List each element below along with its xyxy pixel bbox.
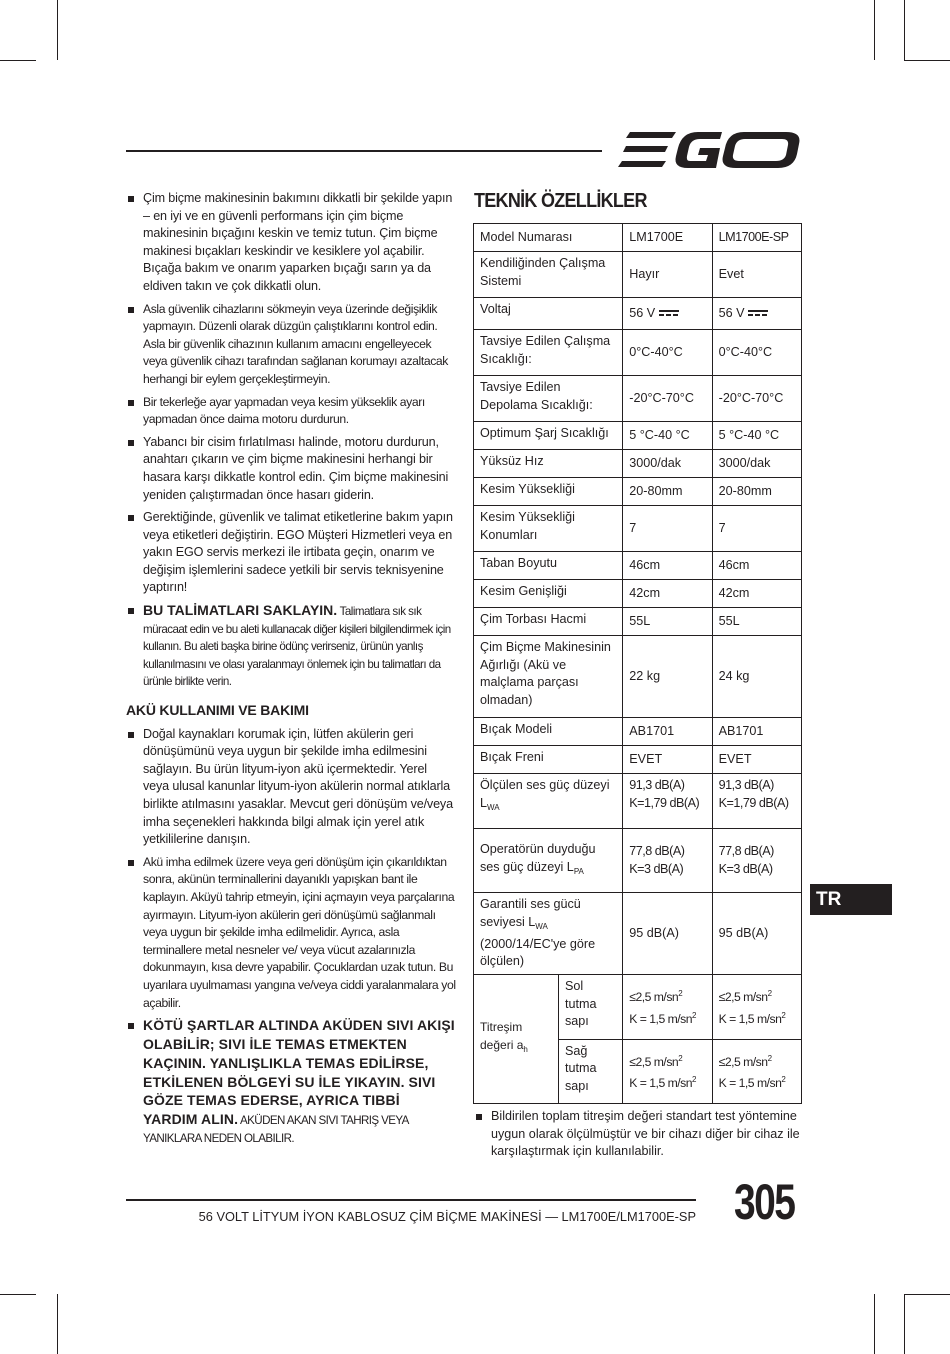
header-rule bbox=[126, 150, 602, 152]
language-tab: TR bbox=[810, 884, 892, 915]
crop-mark bbox=[904, 0, 905, 60]
footer-text: 56 VOLT LİTYUM İYON KABLOSUZ ÇİM BİÇME MAKİNESİ — LM1700E/LM1700E-SP bbox=[198, 1209, 696, 1224]
crop-mark bbox=[904, 1294, 905, 1354]
table-row: Kesim Genişliği 42cm 42cm bbox=[474, 580, 802, 608]
table-row: Operatörün duyduğu ses güç düzeyi $L_{PA}$ 77,8 dB(A) K=3 dB(A) 77,8 dB(A) K=3 dB(A) bbox=[474, 829, 802, 893]
table-row: Kendiliğinden Çalışma Sistemi Hayır Evet bbox=[474, 252, 802, 298]
left-column bbox=[126, 190, 456, 1153]
bullet-square-icon bbox=[476, 1114, 482, 1120]
crop-mark bbox=[57, 0, 58, 60]
table-row: Tavsiye Edilen Depolama Sıcaklığı: -20°C-70°C -20°C-70°C bbox=[474, 376, 802, 422]
bullet-square-icon bbox=[128, 196, 134, 202]
list-item: Bir tekerleğe ayar yapmadan veya kesim yükseklik ayarı yapmadan önce daima motoru durdurun. bbox=[126, 394, 456, 429]
list-item: Akü imha edilmek üzere veya geri dönüşüm için çıkarıldıktan sonra, akünün terminallerini dayanıklı yapışkan bant ile kaplayın. Aküyü tahrip etmeyin, içini açmayın veya parçalarına ayırmayın. Lityum-iyon akülerin geri dönüşümü sağlanmalı veya uygun bir şekilde imha edilmelidir. Ayrıca, asla terminallere metal nesneler ve/ veya vücut azalarınızla dokunmayın, kısa devre yapabilir. Çocuklardan uzak tutun. Bu uyarılara uyulmaması yangına ve/veya ciddi yaralanmalara yol açabilir. bbox=[126, 854, 456, 1012]
ego-logo bbox=[616, 128, 800, 174]
table-row: Taban Boyutu 46cm 46cm bbox=[474, 552, 802, 580]
bullet-square-icon bbox=[128, 307, 134, 313]
table-row: Çim Torbası Hacmi 55L 55L bbox=[474, 608, 802, 636]
dc-current-icon bbox=[748, 309, 768, 317]
list-item: Doğal kaynakları korumak için, lütfen akülerin geri dönüşümünü veya uygun bir şekilde imha edilmesini sağlayın. Bu ürün lityum-iyon akü içermektedir. Yerel veya ulusal kanunlar lityum-iyon akülerin normal atıklarla birlikte atılmasını yasaklar. Mevcut geri dönüşüm ve/veya imha seçenekleri hakkında bilgi almak için yerel atık yetkililerine danışın. bbox=[126, 726, 456, 849]
crop-mark bbox=[0, 60, 36, 61]
bullet-square-icon bbox=[128, 608, 134, 614]
table-row: Yüksüz Hız 3000/dak 3000/dak bbox=[474, 450, 802, 478]
table-row: Tavsiye Edilen Çalışma Sıcaklığı: 0°C-40°C 0°C-40°C bbox=[474, 330, 802, 376]
list-item: Asla güvenlik cihazlarını sökmeyin veya üzerinde değişiklik yapmayın. Düzenli olarak düzgün çalıştıklarını kontrol edin. Asla bir güvenlik cihazının kullanım amacını engelleyecek veya güvenlik cihazı tarafından sağlanan korumayı azaltacak herhangi bir eylem gerçekleştirmeyin. bbox=[126, 301, 456, 389]
list-item: Çim biçme makinesinin bakımını dikkatli bir şekilde yapın – en iyi ve en güvenli performans için çim biçme makinesinin bıçağını keskin ve temiz tutun. Çim biçme makinesi bıçakları keskindir ve kesiklere yol açabilir. Bıçağa bakım ve onarım yaparken bıçağı sarın ya da eldiven takın ve çok dikkatli olun. bbox=[126, 190, 456, 296]
battery-heading: AKÜ KULLANIMI VE BAKIMI bbox=[126, 702, 309, 719]
vibration-note: Bildirilen toplam titreşim değeri standart test yöntemine uygun olarak ölçülmüştür ve bir cihazı diğer bir cihaz ile karşılaştırmak için kullanılabilir. bbox=[474, 1108, 821, 1161]
table-row: Voltaj 56 V 56 V bbox=[474, 298, 802, 330]
spec-title: TEKNİK ÖZELLİKLER bbox=[474, 190, 647, 212]
table-row: Model Numarası LM1700E LM1700E-SP bbox=[474, 224, 802, 252]
table-row: Optimum Şarj Sıcaklığı 5 °C-40 °C 5 °C-40 °C bbox=[474, 422, 802, 450]
battery-warning: KÖTÜ ŞARTLAR ALTINDA AKÜDEN SIVI AKIŞI OLABİLİR; SIVI İLE TEMAS ETMEKTEN KAÇININ. YANLIŞLIKLA TEMAS EDİLİRSE, ETKİLENEN BÖLGEYİ SU İLE YIKAYIN. SIVI GÖZE TEMAS EDERSE, AYRICA TIBBİ YARDIM ALIN. AKÜDEN AKAN SIVI TAHRIŞ VEYA YANIKLARA NEDEN OLABILIR. bbox=[126, 1017, 456, 1148]
bullet-square-icon bbox=[128, 515, 134, 521]
bullet-square-icon bbox=[128, 1023, 134, 1029]
table-row: Kesim Yüksekliği Konumları 7 7 bbox=[474, 506, 802, 552]
crop-mark bbox=[904, 1294, 950, 1295]
bullet-square-icon bbox=[128, 440, 134, 446]
bullet-square-icon bbox=[128, 860, 134, 866]
save-instructions: BU TALİMATLARI SAKLAYIN. Talimatlara sık sık müracaat edin ve bu aleti kullanacak diğer kişileri bilgilendirmek için kullanın. Bu aleti başka birine ödünç verirseniz, ürünün yanlış kullanılmasını ve olası yaralanmayı önlemek için bu talimatları da ürünle birlikte verin. bbox=[126, 602, 456, 691]
spec-table bbox=[473, 223, 802, 1104]
table-row: Ölçülen ses güç düzeyi $L_{WA}$ 91,3 dB(A) K=1,79 dB(A) 91,3 dB(A) K=1,79 dB(A) bbox=[474, 774, 802, 829]
list-item: Yabancı bir cisim fırlatılması halinde, motoru durdurun, anahtarı çıkarın ve çim biçme makinesini herhangi bir hasara karşı dikkatle kontrol edin. Çim biçme makinesini yeniden çalıştırmadan önce hasarı giderin. bbox=[126, 434, 456, 504]
footer-rule bbox=[126, 1199, 696, 1201]
table-row: Kesim Yüksekliği 20-80mm 20-80mm bbox=[474, 478, 802, 506]
table-row: Bıçak Freni EVET EVET bbox=[474, 746, 802, 774]
table-row: Titreşim değeri $a_h$ Sol tutma sapı Sağ tutma sapı ≤2,5 $m/sn^2$ K = 1,5 $m/sn^2$ ≤2,5 $m/sn^2$ K = 1,5 $m/sn^2$ bbox=[474, 975, 802, 1040]
crop-mark bbox=[874, 0, 875, 60]
table-row: Çim Biçme Makinesinin Ağırlığı (Akü ve malçlama parçası olmadan) 22 kg 24 kg bbox=[474, 636, 802, 718]
table-row: Bıçak Modeli AB1701 AB1701 bbox=[474, 718, 802, 746]
list-item: Gerektiğinde, güvenlik ve talimat etiketlerine bakım yapın veya etiketleri değiştirin. EGO Müşteri Hizmetleri veya en yakın EGO servis merkezi ile irtibata geçin, onarım ve değişim işlemlerini sadece yetkili bir servis teknisyenine yaptırın! bbox=[126, 509, 456, 597]
bullet-square-icon bbox=[128, 732, 134, 738]
table-row: Garantili ses gücü seviyesi $L_{WA}$ (2000/14/EC'ye göre ölçülen) 95 dB(A) 95 dB(A) bbox=[474, 893, 802, 975]
crop-mark bbox=[874, 1294, 875, 1354]
bullet-square-icon bbox=[128, 400, 134, 406]
dc-current-icon bbox=[659, 309, 679, 317]
crop-mark bbox=[57, 1294, 58, 1354]
crop-mark bbox=[904, 60, 950, 61]
table-row: ≤2,5 $m/sn^2$ K = 1,5 $m/sn^2$ ≤2,5 $m/sn^2$ K = 1,5 $m/sn^2$ bbox=[474, 1039, 802, 1104]
crop-mark bbox=[0, 1294, 36, 1295]
page-number: 305 bbox=[734, 1174, 795, 1230]
